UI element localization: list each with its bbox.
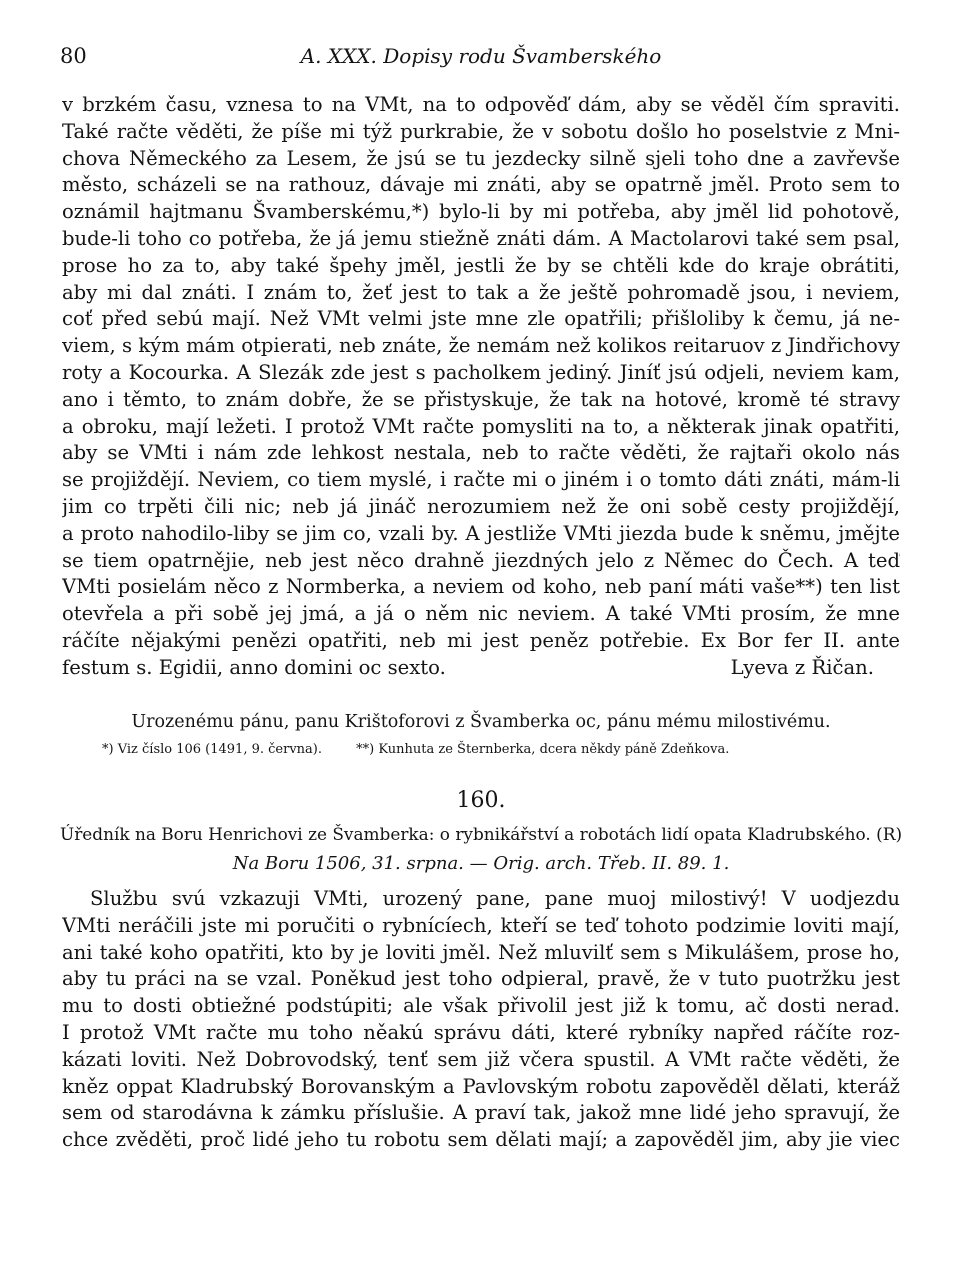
text-line: se tiem opatrnějie, neb jest něco drahně jiezdných jelo z Němec do Čech. A teď (62, 548, 900, 572)
text-line: město, scházeli se na rathouz, dávaje mi znáti, aby se opatrně jměl. Proto sem to (62, 173, 900, 197)
text-line: jim co trpěti čili nic; neb já jináč nerozumiem než že oni sobě cesty projiždějí, (62, 494, 900, 518)
text-line: roty a Kocourka. A Slezák zde jest s pacholkem jediný. Jiníť jsú odjeli, neviem kam, (62, 360, 900, 384)
closing-line (62, 655, 900, 682)
text-line: oznámil hajtmanu Švamberskému,*) bylo-li by mi potřeba, aby jměl lid pohotově, (62, 200, 900, 224)
text-line: aby mi dal znáti. I znám to, žeť jest to tak a že ještě pohromadě jsou, i neviem, (62, 280, 900, 304)
text-line: a proto nahodilo-liby se jim co, vzali by. A jestliže VMti jiezda bude k sněmu, jmějte (62, 521, 900, 545)
text-line: VMti neráčili jste mi poručiti o rybnícíech, kteří se teď tohoto podzimie loviti mají, (62, 913, 900, 937)
letter-160-body (62, 886, 900, 1154)
text-line: bude-li toho co potřeba, že já jemu stiežně znáti dám. A Mactolarovi také sem psal, (62, 226, 900, 250)
letter-159-body (62, 92, 900, 682)
text-line: kněz oppat Kladrubský Borovanským a Pavlovským robotu zapověděl dělati, kteráž (62, 1074, 900, 1098)
text-line: a obroku, mají ležeti. I protož VMt račte pomysliti na to, a některak jinak opatřiti, (62, 414, 900, 438)
text-line: prose ho za to, aby také špehy jměl, jestli že by se chtěli kde do kraje obrátiti, (62, 253, 900, 277)
text-line: v brzkém času, vznesa to na VMt, na to odpověď dám, aby se věděl čím spraviti. (62, 93, 900, 116)
text-line: I protož VMt račte mu toho něakú správu dáti, které rybníky napřed ráčíte roz- (62, 1020, 900, 1044)
document-number: 160. (456, 788, 506, 813)
text-line: Službu svú vzkazuji VMti, urozený pane, pane muoj milostivý! V uodjezdu (90, 887, 900, 910)
text-line: chova Německého za Lesem, že jsú se tu jezdecky silně sjeli toho dne a zavřevše (62, 146, 900, 170)
text-line: chce zvěděti, proč lidé jeho tu robotu sem dělati mají; a zapověděl jim, aby jie viec (62, 1128, 900, 1152)
footnote: **) Kunhuta ze Šternberka, dcera někdy páně Zdeňkova. (356, 742, 730, 757)
text-line: ani také koho opatřiti, kto by je loviti jměl. Než mluvilť sem s Mikulášem, prose ho, (62, 940, 900, 964)
text-line: se projiždějí. Neviem, co tiem myslé, i račte mi o jiném i o tomto dáti znáti, mám-li (62, 468, 900, 492)
footnote: *) Viz číslo 106 (1491, 9. června). (102, 742, 322, 757)
text-line: viem, s kým mám otpierati, neb znáte, že nemám než kolikos reitaruov z Jindřichovy (62, 334, 900, 358)
page-number: 80 (60, 44, 87, 68)
text-line: mu to dosti obtiežné podstúpiti; ale však přivolil jest již k tomu, ač dosti nerad. (62, 994, 900, 1018)
text-line: festum s. Egidii, anno domini oc sexto. (62, 655, 446, 679)
text-line: Také račte věděti, že píše mi týž purkrabie, že v sobotu došlo ho poselstvie z Mni- (62, 119, 900, 143)
text-line: aby tu práci na se vzal. Poněkud jest toho odpieral, pravě, že v tuto puotržku jest (62, 967, 900, 991)
page-header (62, 44, 900, 72)
text-line: otevřela a při sobě jej jmá, a já o něm nic neviem. A také VMti prosím, že mne (62, 602, 900, 626)
document-dating: Na Boru 1506, 31. srpna. — Orig. arch. Třeb. II. 89. 1. (232, 853, 730, 874)
running-title: A. XXX. Dopisy rodu Švamberského (300, 44, 662, 68)
text-line: ráčíte nějakými penězi opatřiti, neb mi jest peněz potřebie. Ex Bor fer II. ante (62, 628, 900, 652)
document-regest: Úředník na Boru Henrichovi ze Švamberka: o rybnikářství a robotách lidí opata Kladrubského. (R) (59, 824, 903, 844)
signature: Lyeva z Řičan. (730, 655, 874, 679)
text-line: sem od starodávna k zámku příslušie. A praví tak, jakož mne lidé jeho spravují, že (62, 1101, 900, 1125)
addressee: Urozenému pánu, panu Krištoforovi z Švamberka oc, pánu mému milostivému. (131, 712, 831, 732)
text-line: ano i těmto, to znám dobře, že se přistyskuje, že tak na hotové, kromě té stravy (62, 387, 900, 411)
text-line: coť před sebú mají. Než VMt velmi jste mne zle opatřili; přišloliby k čemu, já ne- (62, 307, 900, 331)
text-line: VMti posielám něco z Normberka, a neviem od koho, neb paní máti vaše**) ten list (62, 575, 900, 599)
footnotes (102, 742, 902, 757)
text-line: kázati loviti. Než Dobrovodský, tenť sem již včera spustil. A VMt račte věděti, že (62, 1047, 900, 1071)
text-line: aby se VMti i nám zde lehkost nestala, neb to račte věděti, že rajtaři okolo nás (62, 441, 900, 465)
